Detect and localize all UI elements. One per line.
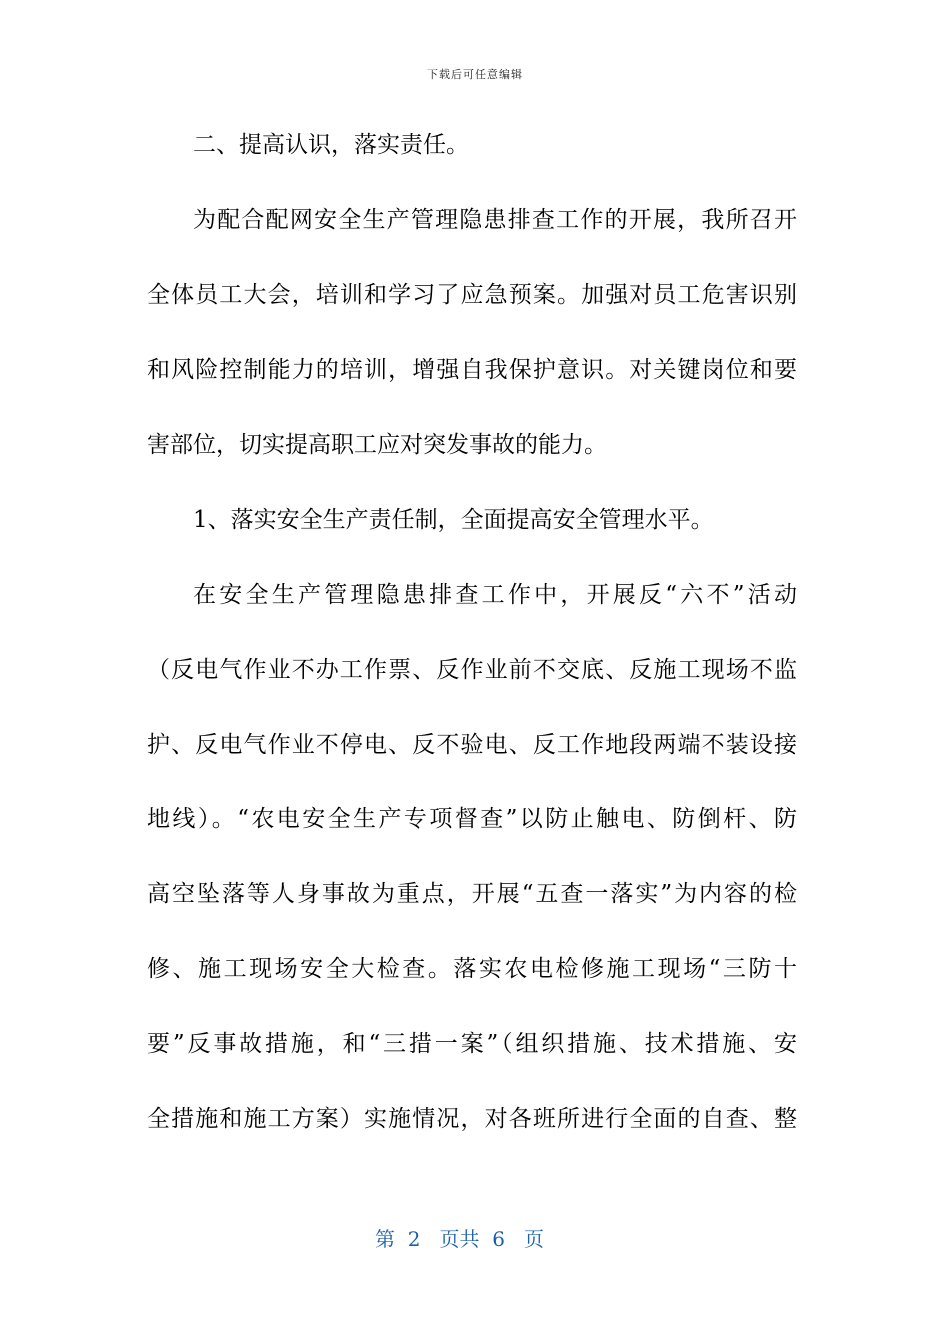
page-number-footer: 第 2 页共 6 页	[375, 1227, 545, 1251]
paragraph-line: 为配合配网安全生产管理隐患排查工作的开展，我所召开	[193, 207, 797, 233]
paragraph-line: 全措施和施工方案）实施情况，对各班所进行全面的自查、整	[147, 1106, 797, 1132]
paragraph-line: 地线）。“农电安全生产专项督查”以防止触电、防倒杆、防	[147, 806, 797, 832]
paragraph-line: 修、施工现场安全大检查。落实农电检修施工现场“三防十	[147, 956, 797, 982]
paragraph-line: 在安全生产管理隐患排查工作中，开展反“六不”活动	[193, 582, 797, 608]
paragraph-line: 和风险控制能力的培训，增强自我保护意识。对关键岗位和要	[147, 357, 797, 383]
paragraph-line: 护、反电气作业不停电、反不验电、反工作地段两端不装设接	[147, 732, 797, 758]
paragraph-line: 全体员工大会，培训和学习了应急预案。加强对员工危害识别	[147, 282, 797, 308]
paragraph-line: 害部位，切实提高职工应对突发事故的能力。	[147, 432, 607, 458]
subsection-heading: 1、落实安全生产责任制，全面提高安全管理水平。	[193, 507, 714, 533]
paragraph-line: 要”反事故措施，和“三措一案”（组织措施、技术措施、安	[147, 1031, 797, 1057]
header-note: 下载后可任意编辑	[427, 68, 523, 81]
paragraph-line: （反电气作业不办工作票、反作业前不交底、反施工现场不监	[147, 657, 797, 683]
paragraph-line: 高空坠落等人身事故为重点，开展“五查一落实”为内容的检	[147, 881, 797, 907]
section-heading: 二、提高认识，落实责任。	[193, 132, 469, 158]
